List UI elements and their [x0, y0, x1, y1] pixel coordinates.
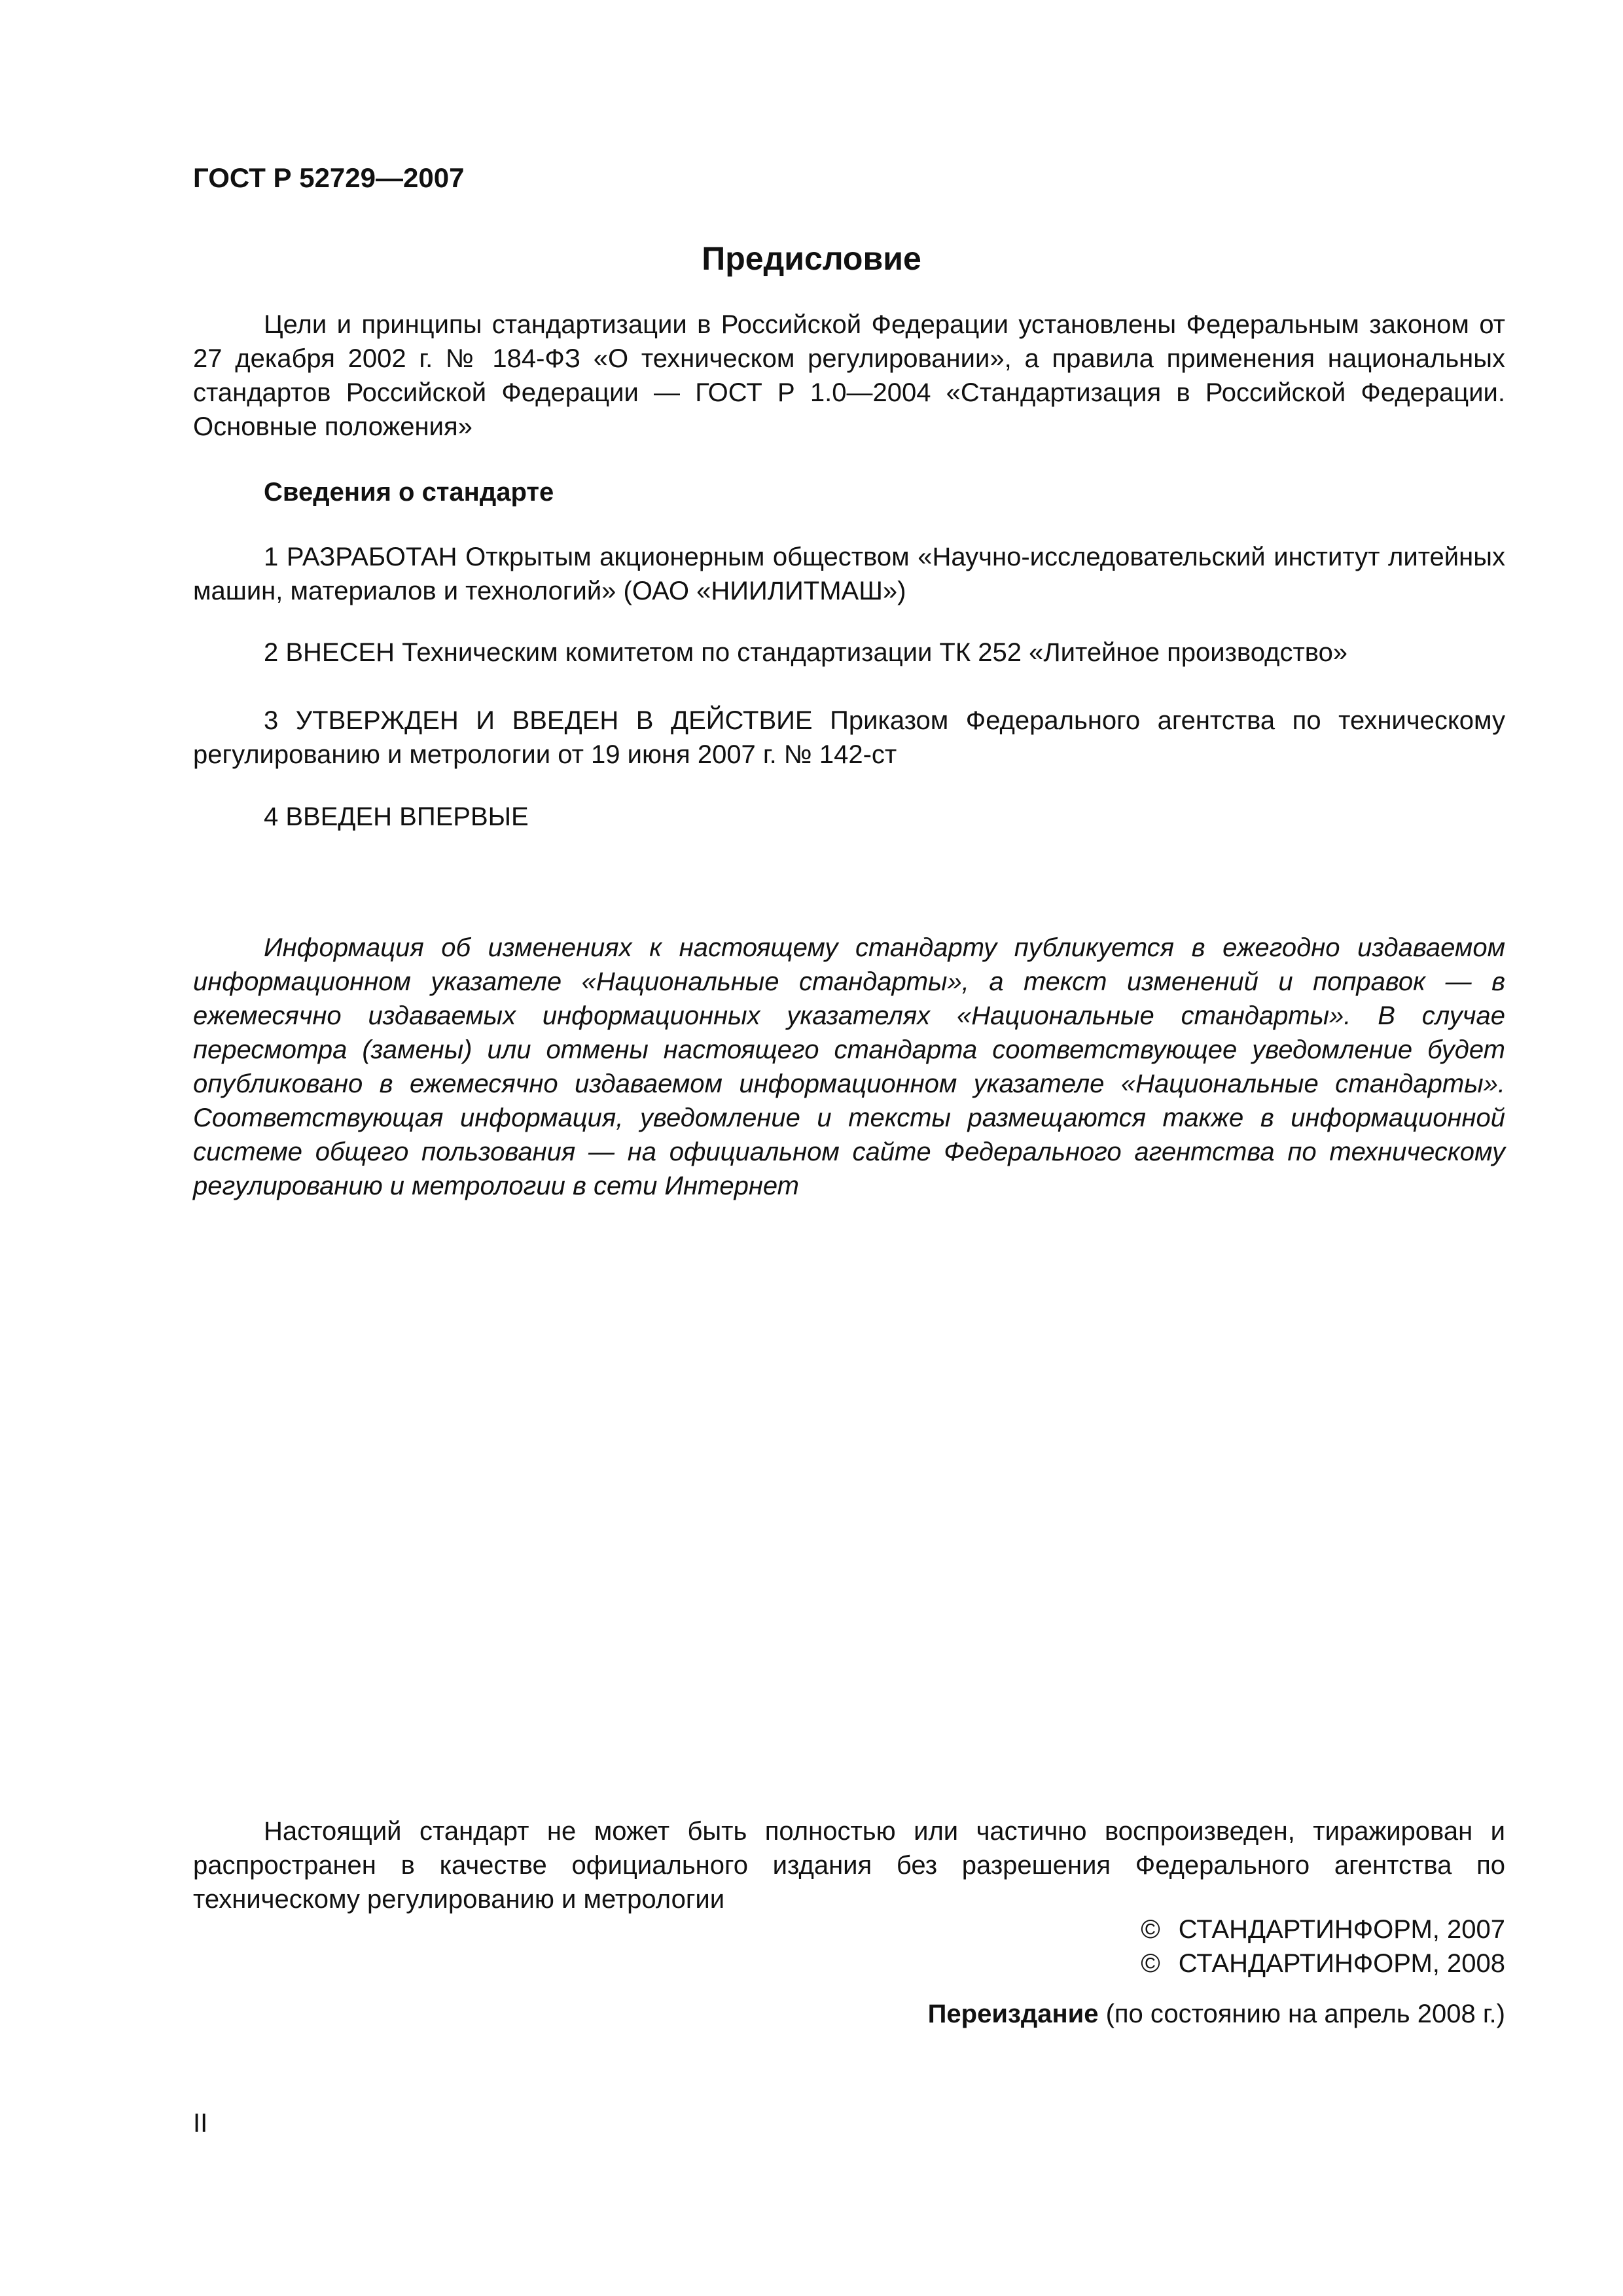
info-item-1: 1 РАЗРАБОТАН Открытым акционерным обществом «Научно-исследовательский институт литейных машин, материалов и технологий» (ОАО «НИИЛИТМАШ») — [193, 543, 1505, 605]
reissue-note — [928, 2000, 1505, 2029]
reproduction-notice: Настоящий стандарт не может быть полностью или частично воспроизведен, тиражирован и распространен в качестве официального издания без разрешения Федерального агентства по техническому регулированию и метрологии — [193, 1817, 1505, 1914]
reissue-detail: (по состоянию на апрель 2008 г.) — [1105, 2000, 1505, 2028]
info-item-2: 2 ВНЕСЕН Техническим комитетом по стандартизации ТК 252 «Литейное производство» — [264, 638, 1348, 667]
page-number: II — [193, 2109, 208, 2138]
intro-paragraph: Цели и принципы стандартизации в Российской Федерации установлены Федеральным законом от 27 декабря 2002 г. № 184-ФЗ «О техническом регулировании», а правила применения национальных стандартов Российской Федерации — ГОСТ Р 1.0—2004 «Стандартизация в Российской Федерации. Основные положения» — [193, 310, 1505, 441]
info-heading: Сведения о стандарте — [264, 478, 554, 507]
notice-paragraph: Информация об изменениях к настоящему стандарту публикуется в ежегодно издаваемом информационном указателе «Национальные стандарты», а текст изменений и поправок — в ежемесячно издаваемых информационных указателях «Национальные стандарты». В случае пересмотра (замены) или отмены настоящего стандарта соответствующее уведомление будет опубликовано в ежемесячно издаваемом информационном указателе «Национальные стандарты». Соответствующая информация, уведомление и тексты размещаются также в информационной системе общего пользования — на официальном сайте Федерального агентства по техническому регулированию и метрологии в сети Интернет — [193, 933, 1505, 1200]
section-title: Предисловие — [702, 240, 921, 277]
copyright-text: СТАНДАРТИНФОРМ, 2007 — [1178, 1915, 1505, 1944]
copyright-line-2 — [720, 1946, 1505, 1981]
standard-number: ГОСТ Р 52729—2007 — [193, 162, 465, 193]
info-item-4: 4 ВВЕДЕН ВПЕРВЫЕ — [264, 802, 529, 831]
info-item-3: 3 УТВЕРЖДЕН И ВВЕДЕН В ДЕЙСТВИЕ Приказом Федерального агентства по техническому регулированию и метрологии от 19 июня 2007 г. № 142-ст — [193, 706, 1505, 769]
copyright-text: СТАНДАРТИНФОРМ, 2008 — [1178, 1949, 1505, 1978]
reissue-label: Переиздание — [927, 2000, 1099, 2028]
copyright-icon: © — [1141, 1949, 1160, 1978]
copyright-icon: © — [1141, 1915, 1160, 1944]
copyright-line-1 — [720, 1912, 1505, 1946]
